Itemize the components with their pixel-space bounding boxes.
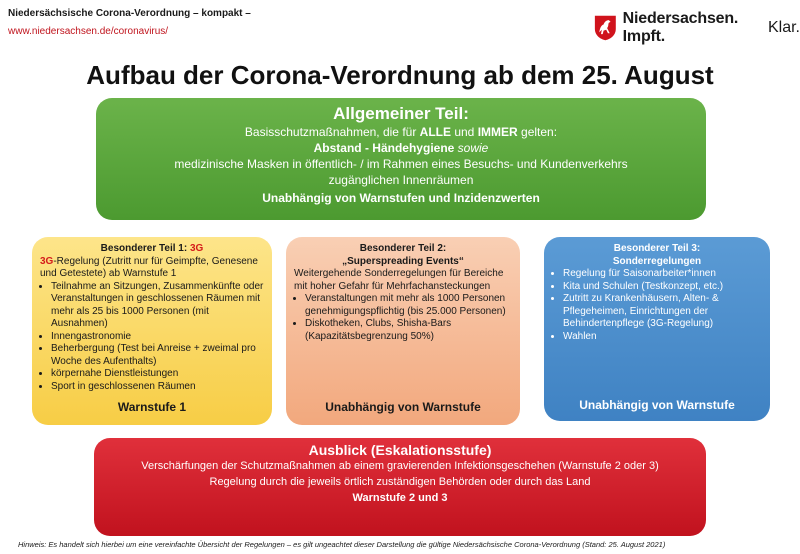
header-title: Niedersächsische Corona-Verordnung – kompakt – bbox=[8, 8, 251, 19]
part2-footer: Unabhängig von Warnstufe bbox=[325, 400, 481, 414]
general-always: IMMER bbox=[477, 125, 518, 139]
part1-heading-text: Besonderer Teil 1: bbox=[100, 243, 190, 254]
part2-heading: Besonderer Teil 2: bbox=[359, 243, 447, 254]
part1-heading-3g: 3G bbox=[189, 243, 204, 254]
part1-heading bbox=[40, 243, 264, 256]
list-item: • Diskotheken, Clubs, Shisha-Bars (Kapazitätsbegrenzung 50%) bbox=[305, 318, 512, 343]
general-line-1-c: und bbox=[451, 125, 478, 139]
part2-subheading: „Superspreading Events“ bbox=[342, 255, 464, 267]
footnote: Hinweis: Es handelt sich hierbei um eine vereinfachte Übersicht der Regelungen – es gilt ungeachtet dieser Darstellung die gültige Niedersächsische Corona-Verordnung (Stand: 25. August 2021) bbox=[18, 540, 666, 549]
part1-intro bbox=[40, 256, 264, 281]
logo-brand: Niedersachsen. Impft. bbox=[622, 10, 739, 45]
general-line-1 bbox=[96, 124, 706, 140]
general-distance-hygiene: Abstand - Händehygiene bbox=[313, 141, 455, 155]
part3-heading: Besonderer Teil 3: bbox=[613, 243, 701, 254]
list-item: • Sport in geschlossenen Räumen bbox=[51, 381, 264, 394]
general-section-box bbox=[96, 98, 706, 220]
list-item: • Regelung für Saisonarbeiter*innen bbox=[563, 268, 762, 281]
outlook-heading: Ausblick (Eskalationsstufe) bbox=[308, 442, 492, 458]
outlook-box bbox=[94, 438, 706, 536]
lower-saxony-horse-crest-icon bbox=[594, 13, 617, 43]
part1-box bbox=[32, 237, 272, 425]
outlook-line-2: Regelung durch die jeweils örtlich zuständigen Behörden oder durch das Land bbox=[209, 476, 591, 488]
part3-box bbox=[544, 237, 770, 421]
list-item: • Innengastronomie bbox=[51, 331, 264, 344]
list-item: • Veranstaltungen mit mehr als 1000 Personen genehmigungspflichtig (bis 25.000 Personen) bbox=[305, 293, 512, 318]
part3-list bbox=[552, 268, 762, 343]
general-line-2 bbox=[96, 140, 706, 156]
part1-intro-3g: 3G bbox=[40, 255, 54, 267]
general-line-4: zugänglichen Innenräumen bbox=[328, 173, 474, 187]
list-item: • Wahlen bbox=[563, 331, 762, 344]
list-item: • körpernahe Dienstleistungen bbox=[51, 368, 264, 381]
header-url[interactable]: www.niedersachsen.de/coronavirus/ bbox=[8, 26, 169, 37]
part3-footer: Unabhängig von Warnstufe bbox=[579, 398, 735, 412]
list-item: • Teilnahme an Sitzungen, Zusammenkünfte oder Veranstaltungen in geschlossenen Räumen mit mehr als 25 bis 1000 Personen (mit Ausnahmen) bbox=[51, 281, 264, 331]
part2-box bbox=[286, 237, 520, 425]
general-line-1-e: gelten: bbox=[517, 125, 558, 139]
list-item: • Kita und Schulen (Testkonzept, etc.) bbox=[563, 281, 762, 294]
general-heading: Allgemeiner Teil: bbox=[333, 104, 469, 123]
outlook-line-1: Verschärfungen der Schutzmaßnahmen ab einem gravierenden Infektionsgeschehen (Warnstufe 2 oder 3) bbox=[141, 460, 659, 472]
part1-list bbox=[40, 281, 264, 394]
part1-intro-text: -Regelung (Zutritt nur für Geimpfte, Genesene und Getestete) ab Warnstufe 1 bbox=[40, 255, 258, 279]
general-line-5: Unabhängig von Warnstufen und Inzidenzwerten bbox=[262, 191, 540, 205]
logo-tag: Klar. bbox=[767, 19, 800, 36]
list-item: • Zutritt zu Krankenhäusern, Alten- & Pflegeheimen, Einrichtungen der Behindertenpflege (3G-Regelung) bbox=[563, 293, 762, 331]
outlook-line-3: Warnstufe 2 und 3 bbox=[352, 492, 448, 504]
part2-list bbox=[294, 293, 512, 343]
part1-footer: Warnstufe 1 bbox=[117, 400, 187, 414]
page-title: Aufbau der Corona-Verordnung ab dem 25. August bbox=[86, 60, 714, 90]
general-all: ALLE bbox=[419, 125, 451, 139]
general-sowie: sowie bbox=[454, 141, 489, 155]
part2-intro: Weitergehende Sonderregelungen für Bereiche mit hoher Gefahr für Mehrfachansteckungen bbox=[294, 268, 504, 292]
general-line-1-a: Basisschutzmaßnahmen, die für bbox=[244, 125, 420, 139]
niedersachsen-logo bbox=[594, 10, 800, 46]
general-line-3: medizinische Masken in öffentlich- / im Rahmen eines Besuchs- und Kundenverkehrs bbox=[174, 157, 628, 171]
list-item: • Beherbergung (Test bei Anreise + zweimal pro Woche des Aufenthalts) bbox=[51, 343, 264, 368]
part3-subheading: Sonderregelungen bbox=[612, 255, 702, 267]
